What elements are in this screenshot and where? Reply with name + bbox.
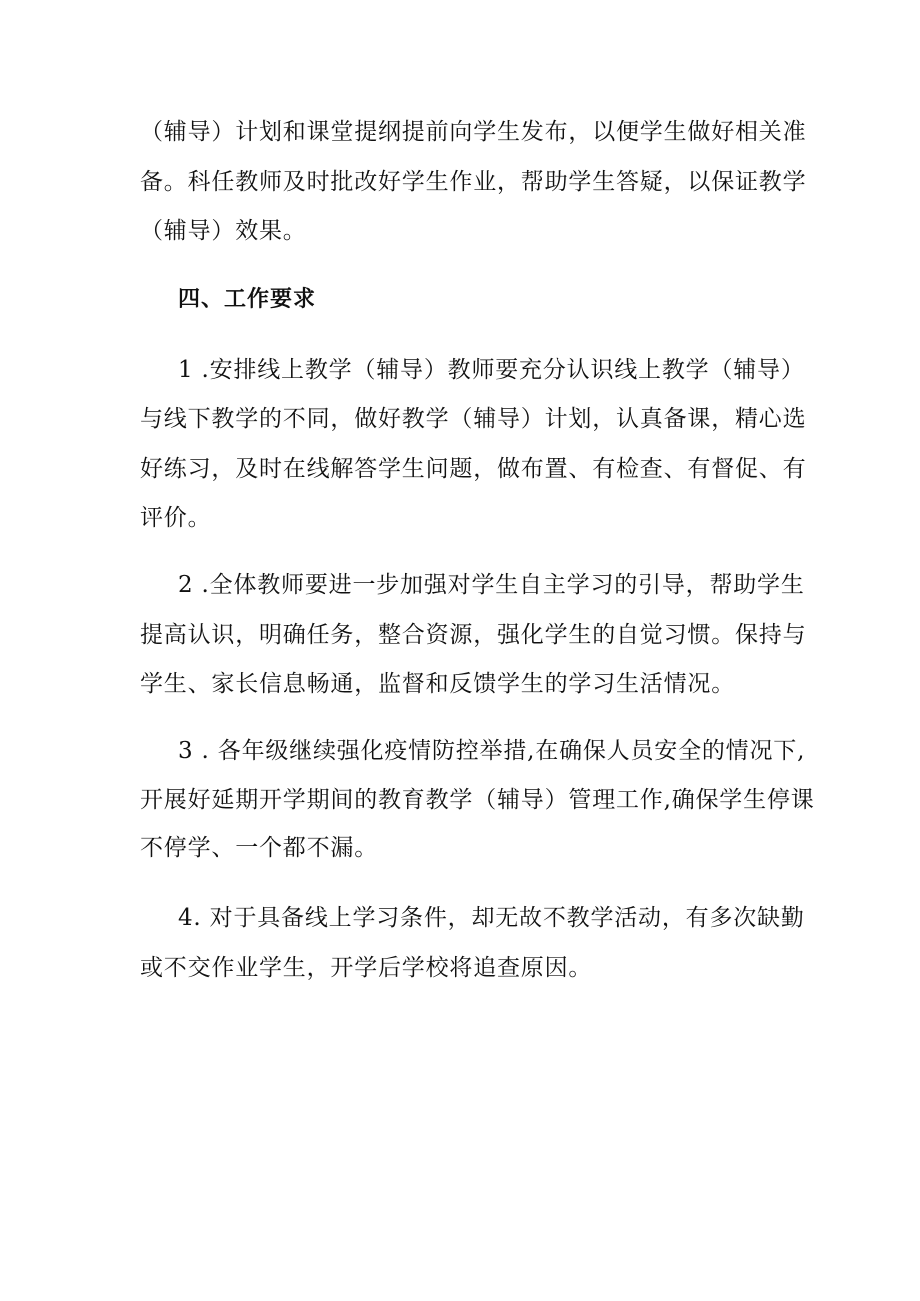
item-2-line-2: 提高认识，明确任务，整合资源，强化学生的自觉习惯。保持与 — [140, 622, 807, 648]
item-3-line-1: 3 . 各年级继续强化疫情防控举措,在确保人员安全的情况下, — [178, 738, 806, 764]
item-4-line-2: 或不交作业学生，开学后学校将追查原因。 — [140, 955, 593, 981]
paragraph-intro-line-2: 备。科任教师及时批改好学生作业，帮助学生答疑，以保证教学 — [140, 169, 807, 195]
item-1-line-1: 1 .安排线上教学（辅导）教师要充分认识线上教学（辅导） — [178, 357, 805, 383]
item-1-line-3: 好练习，及时在线解答学生问题，做布置、有检查、有督促、有 — [140, 456, 807, 482]
paragraph-intro-line-3: （辅导）效果。 — [140, 218, 307, 244]
item-3-line-2: 开展好延期开学期间的教育教学（辅导）管理工作,确保学生停课 — [140, 787, 815, 813]
item-3-line-3: 不停学、一个都不漏。 — [140, 835, 378, 861]
item-4-line-1: 4. 对于具备线上学习条件，却无故不教学活动，有多次缺勤 — [178, 905, 805, 931]
item-1-line-4: 评价。 — [140, 505, 212, 531]
section-heading: 四、工作要求 — [178, 286, 317, 312]
paragraph-intro-line-1: （辅导）计划和课堂提纲提前向学生发布，以便学生做好相关准 — [140, 119, 807, 145]
item-2-line-1: 2 .全体教师要进一步加强对学生自主学习的引导，帮助学生 — [178, 572, 805, 598]
item-2-line-3: 学生、家长信息畅通，监督和反馈学生的学习生活情况。 — [140, 671, 735, 697]
item-1-line-2: 与线下教学的不同，做好教学（辅导）计划，认真备课，精心选 — [140, 406, 807, 432]
